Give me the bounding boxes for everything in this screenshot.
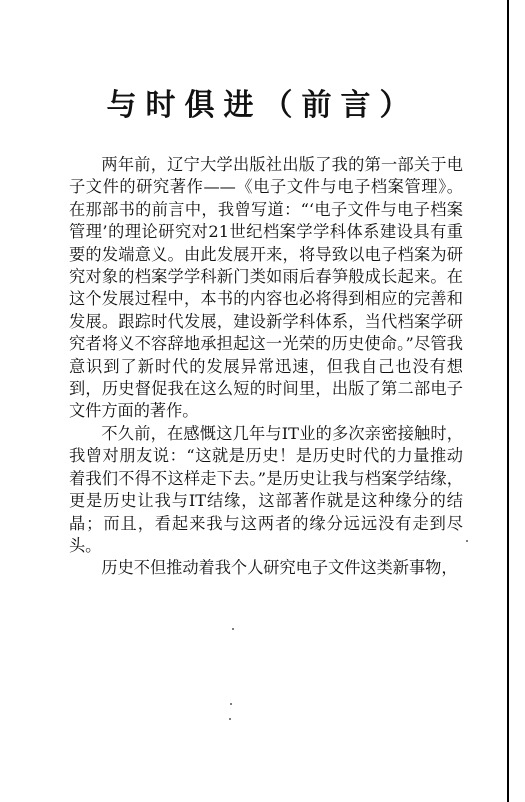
scan-edge-line — [507, 0, 509, 802]
scan-speck — [230, 703, 232, 705]
page-title: 与时俱进（前言） — [106, 88, 419, 123]
scan-speck — [232, 628, 234, 630]
paragraph-2: 不久前，在感慨这几年与IT业的多次亲密接触时，我曾对朋友说：“这就是历史！是历史时代的力量推动着我们不得不这样走下去。”是历史让我与档案学结缘，更是历史让我与IT结缘，这部著作就是这种缘分的结晶；而且，看起来我与这两者的缘分远远没有走到尽头。 — [69, 423, 463, 555]
scan-speck — [229, 718, 231, 720]
preface-body — [69, 154, 463, 580]
scan-speck — [466, 540, 468, 542]
paragraph-3: 历史不但推动着我个人研究电子文件这类新事物， — [101, 558, 458, 578]
paragraph-1: 两年前，辽宁大学出版社出版了我的第一部关于电子文件的研究著作——《电子文件与电子档案管理》。在那部书的前言中，我曾写道：“‘电子文件与电子档案管理’的理论研究对21世纪档案学学科体系建设具有重要的发端意义。由此发展开来，将导致以电子档案为研究对象的档案学学科新门类如雨后春笋般成长起来。在这个发展过程中，本书的内容也必将得到相应的完善和发展。跟踪时代发展，建设新学科体系，当代档案学研究者将义不容辞地承担起这一光荣的历史使命。”尽管我意识到了新时代的发展异常迅速，但我自己也没有想到，历史督促我在这么短的时间里，出版了第二部电子文件方面的著作。 — [69, 155, 463, 421]
